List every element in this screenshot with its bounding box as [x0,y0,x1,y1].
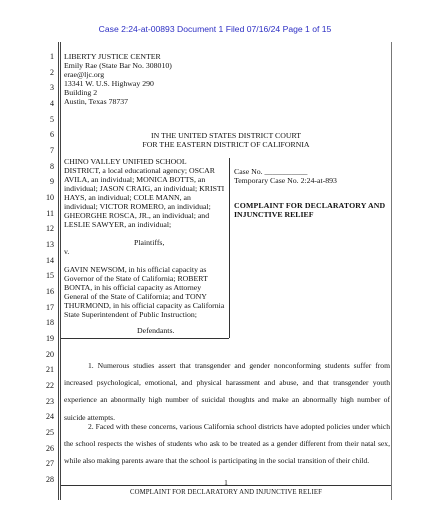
line-number: 10 [46,193,54,202]
line-number: 12 [46,224,54,233]
line-number: 15 [46,271,54,280]
line-number: 5 [50,115,54,124]
line-number: 11 [46,209,54,218]
defendant-line: State Superintendent of Public Instruction; [64,310,197,319]
document-title-line-1: COMPLAINT FOR DECLARATORY AND [234,201,386,210]
plaintiff-line: AVILA, an individual; MONICA BOTTS, an [64,175,206,184]
case-number: Case No. ___________ [234,167,308,176]
footer-title: COMPLAINT FOR DECLARATORY AND INJUNCTIVE RELIEF [129,489,323,496]
caption-divider-vertical [229,158,230,338]
line-number: 14 [46,256,54,265]
line-number: 26 [46,444,54,453]
line-number: 17 [46,303,54,312]
court-name-line-1: IN THE UNITED STATES DISTRICT COURT [150,131,301,140]
defendant-line: GAVIN NEWSOM, in his official capacity as [64,265,207,274]
line-number: 27 [46,459,54,468]
line-number: 16 [46,287,54,296]
line-number: 22 [46,381,54,390]
line-number: 9 [50,177,54,186]
document-title-line-2: INJUNCTIVE RELIEF [234,210,314,219]
right-margin-rule [391,42,392,500]
paragraph-1: 1. Numerous studies assert that transgender and gender nonconforming students suffer from increased psychological, emotional, and physical harassment and abuse, and that transgender youth experience an abnormally high number of suicidal thoughts and make an abnormally high number of suicide attempts. [64,361,390,422]
counsel-email: erae@ljc.org [64,70,105,79]
defendant-line: General of the State of California; and TONY [64,292,207,301]
line-number: 28 [46,475,54,484]
plaintiffs-label: Plaintiffs, [134,238,165,247]
line-number: 6 [50,130,54,139]
caption-divider-horizontal [61,338,229,339]
counsel-address-3: Austin, Texas 78737 [64,97,129,106]
counsel-address-1: 13341 W. U.S. Highway 290 [64,79,154,88]
defendant-line: BONTA, in his official capacity as Attorney [64,283,202,292]
line-number: 1 [50,52,54,61]
line-number: 8 [50,162,54,171]
line-number: 18 [46,318,54,327]
line-number: 23 [46,397,54,406]
line-number: 7 [50,146,54,155]
line-number: 21 [46,365,54,374]
plaintiff-line: individual; JASON CRAIG, an individual; KRISTI [64,184,225,193]
plaintiff-line: DISTRICT, a local educational agency; OSCAR [64,166,215,175]
line-number: 4 [50,99,54,108]
plaintiff-line: GHEORGHE ROSCA, JR., an individual; and [64,211,210,220]
line-number: 20 [46,350,54,359]
line-number: 24 [46,412,54,421]
left-margin-rule [58,42,59,500]
temporary-case-number: Temporary Case No. 2:24-at-893 [234,176,337,185]
counsel-firm: LIBERTY JUSTICE CENTER [64,52,161,61]
ecf-header: Case 2:24-at-00893 Document 1 Filed 07/16/24 Page 1 of 15 [98,24,332,34]
line-number: 13 [46,240,54,249]
court-name-line-2: FOR THE EASTERN DISTRICT OF CALIFORNIA [142,140,310,149]
left-margin-rule-inner [60,42,61,500]
footer-rule [61,485,391,486]
paragraph-2: 2. Faced with these concerns, various California school districts have adopted policies under which the school respects the wishes of students who ask to be treated as a gender different from their natal sex, while also making parents aware that the school is participating in the social transition of their child. [64,422,390,466]
defendant-line: Governor of the State of California; ROBERT [64,274,208,283]
counsel-attorney: Emily Rae (State Bar No. 308010) [64,61,172,70]
defendants-label: Defendants. [137,326,175,335]
defendant-line: THURMOND, in his official capacity as California [64,301,225,310]
versus: v. [64,247,70,256]
line-number: 2 [50,68,54,77]
plaintiff-line: CHINO VALLEY UNIFIED SCHOOL [64,157,187,166]
line-number: 3 [50,83,54,92]
page-number: 1 [224,478,228,487]
plaintiff-line: individual; VICTOR ROMERO, an individual; [64,202,211,211]
line-number: 25 [46,428,54,437]
plaintiff-line: HAYS, an individual; COLE MANN, an [64,193,191,202]
line-number: 19 [46,334,54,343]
plaintiff-line: LESLIE SAWYER, an individual; [64,220,172,229]
counsel-address-2: Building 2 [64,88,98,97]
